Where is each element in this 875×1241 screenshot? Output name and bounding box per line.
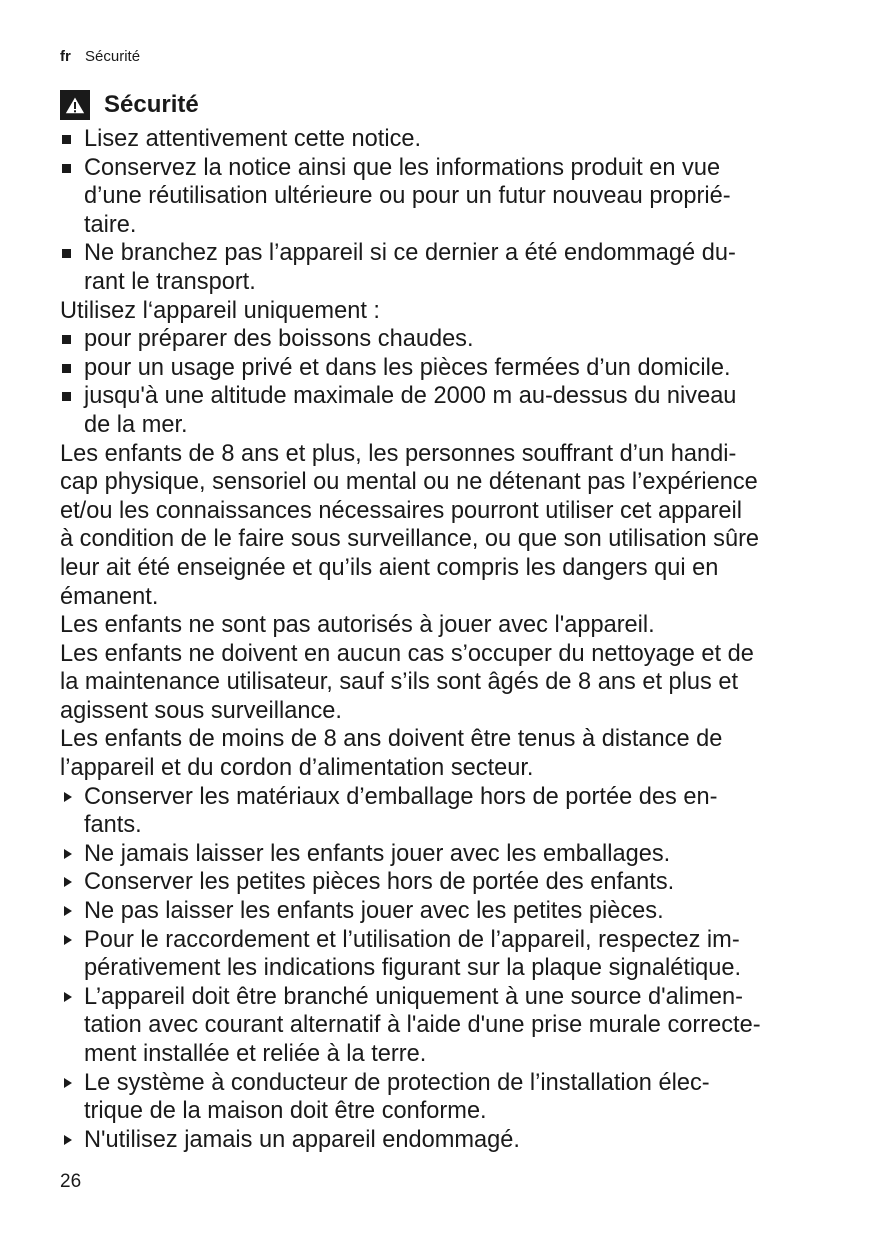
usage-intro: Utilisez l‘appareil uniquement : <box>60 297 380 324</box>
list-item: Ne pas laisser les enfants jouer avec les petites pièces. <box>60 897 830 926</box>
section-title <box>60 88 830 122</box>
list-item: N'utilisez jamais un appareil endommagé. <box>60 1126 830 1155</box>
warning-triangle-icon <box>60 90 90 120</box>
usage-list <box>60 325 830 439</box>
general-instructions-list <box>60 125 830 297</box>
page-number: 26 <box>60 1171 82 1192</box>
paragraph-children-play: Les enfants ne sont pas autorisés à jouer avec l'appareil. <box>60 612 655 639</box>
list-item: pour un usage privé et dans les pièces fermées d’un domicile. <box>60 354 830 383</box>
list-item: Conserver les matériaux d’emballage hors de portée des en- fants. <box>60 783 830 840</box>
section-title-text: Sécurité <box>104 90 199 118</box>
header-section: Sécurité <box>85 48 141 65</box>
list-item: Le système à conducteur de protection de l’installation élec- trique de la maison doit être conforme. <box>60 1069 830 1126</box>
list-item: Conservez la notice ainsi que les informations produit en vue d’une réutilisation ultérieure ou pour un futur nouveau proprié- taire. <box>60 154 830 240</box>
list-item: Pour le raccordement et l’utilisation de l’appareil, respectez im- pérativement les indications figurant sur la plaque signalétique. <box>60 926 830 983</box>
list-item: Ne branchez pas l’appareil si ce dernier a été endommagé du- rant le transport. <box>60 239 830 296</box>
list-item: L’appareil doit être branché uniquement à une source d'alimen- tation avec courant alternatif à l'aide d'une prise murale correcte- ment installée et reliée à la terre. <box>60 983 830 1069</box>
list-item: jusqu'à une altitude maximale de 2000 m au-dessus du niveau de la mer. <box>60 382 830 439</box>
paragraph-children-distance: Les enfants de moins de 8 ans doivent être tenus à distance de l’appareil et du cordon d’alimentation secteur. <box>60 726 723 782</box>
list-item: Conserver les petites pièces hors de portée des enfants. <box>60 868 830 897</box>
action-list <box>60 783 830 1155</box>
list-item: Ne jamais laisser les enfants jouer avec les emballages. <box>60 840 830 869</box>
paragraph-children-capabilities: Les enfants de 8 ans et plus, les personnes souffrant d’un handi- cap physique, sensoriel ou mental ou ne détenant pas l’expérience et/ou les connaissances nécessaires pourront utiliser cet appareil à condition de le faire sous surveillance, ou que son utilisation sûre leur ait été enseignée et qu’ils aient compris les dangers qui en émanent. <box>60 440 760 610</box>
paragraph-children-cleaning: Les enfants ne doivent en aucun cas s’occuper du nettoyage et de la maintenance utilisateur, sauf s’ils sont âgés de 8 ans et plus et agissent sous surveillance. <box>60 640 754 724</box>
running-header <box>60 48 140 65</box>
main-content <box>60 88 830 1154</box>
list-item: Lisez attentivement cette notice. <box>60 125 830 154</box>
language-code: fr <box>60 48 71 65</box>
list-item: pour préparer des boissons chaudes. <box>60 325 830 354</box>
